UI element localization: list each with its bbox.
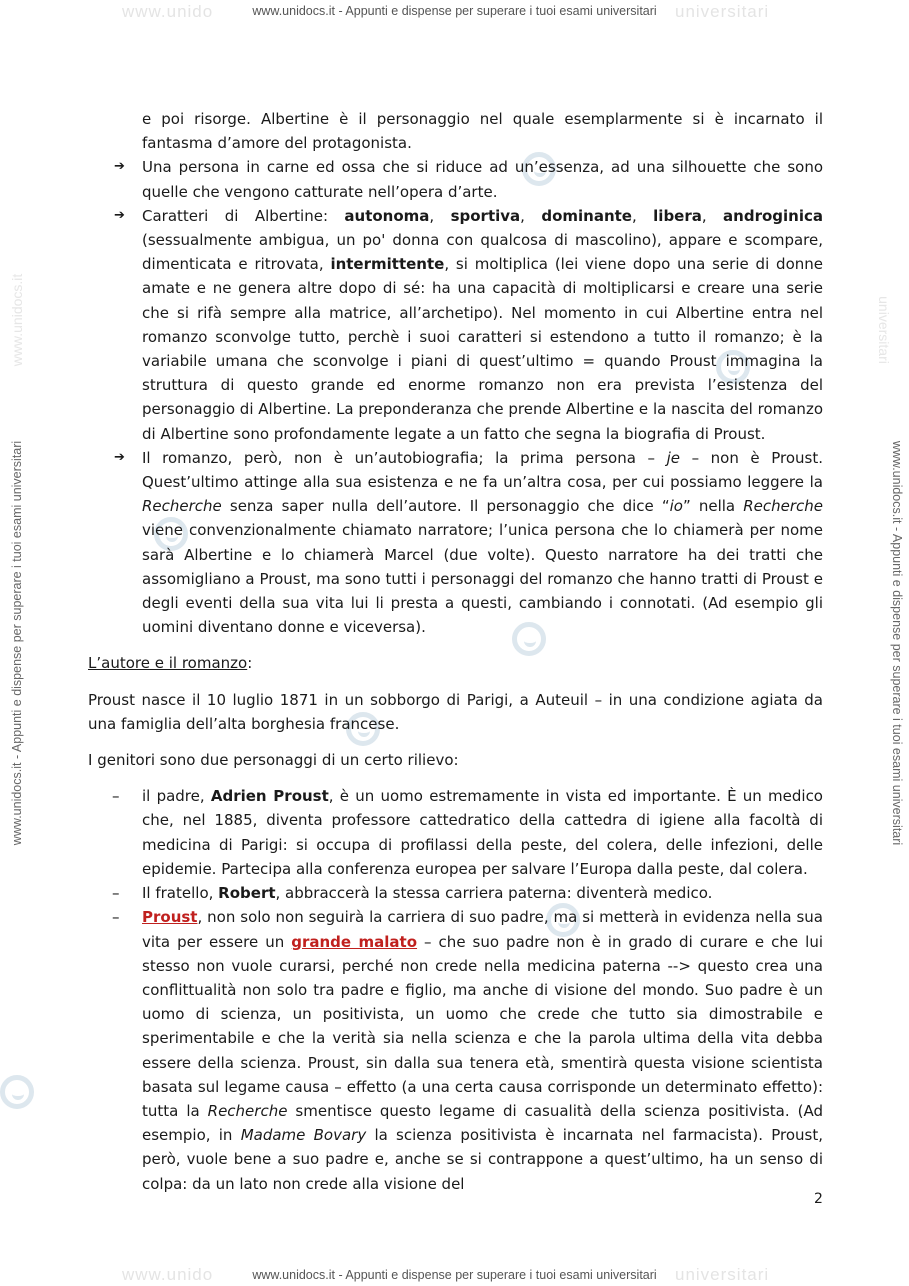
dash-item: – il padre, Adrien Proust, è un uomo estremamente in vista ed importante. È un medico che, nel 1885, diventa professore cattedratico della cattedra di igiene alla facoltà di medicina di Parigi: si occupa di profilassi della peste, del colera, delle infezioni, delle epidemie. Partecipa alla conferenza europea per salvare l’Europa dalla peste, dal colera. [88, 784, 823, 881]
paragraph: Proust nasce il 10 luglio 1871 in un sobborgo di Parigi, a Auteuil – in una condizione agiata da una famiglia dell’alta borghesia francese. [88, 690, 823, 733]
watermark-top: www.unidocs.it - Appunti e dispense per superare i tuoi esami universitari [252, 4, 657, 18]
paragraph: I genitori sono due personaggi di un certo rilievo: [88, 751, 459, 770]
watermark-ghost-top-right: universitari [675, 2, 770, 21]
dash-bullet-icon: – [112, 787, 120, 806]
highlight-proust: Proust [142, 908, 198, 927]
watermark-ghost-left-side: www.unidocs.it [9, 273, 25, 367]
dash-item: – Proust, non solo non seguirà la carriera di suo padre, ma si metterà in evidenza nella sua vita per essere un grande malato – che suo padre non è in grado di curare e che lui stesso non vuole curarsi, perché non crede nella medicina paterna --> questo crea una conflittualità non solo tra padre e figlio, ma anche di visione del mondo. Suo padre è un uomo di scienza, un positivista, un uomo che crede che tutto sia dimostrabile e sperimentabile e che la verità sia nella scienza e che la parola ultima della vita debba essere della scienza. Proust, sin dalla sua tenera età, smentirà questa visione scientista basata sul legame causa – effetto (a una certa causa corrisponde un determinato effetto): tutta la Recherche smentisce questo legame di casualità della scienza positivista. (Ad esempio, in Madame Bovary la scienza positivista è incarnata nel farmacista). Proust, però, vuole bene a suo padre e, anche se si contrappone a quest’ultimo, ha un senso di colpa: da un lato non crede alla visione del [88, 905, 823, 1195]
highlight-grande-malato: grande malato [291, 932, 418, 951]
arrow-bullet-icon: ➔ [114, 159, 125, 175]
dash-bullet-icon: – [112, 884, 120, 903]
bullet-item: ➔ Il romanzo, però, non è un’autobiografia; la prima persona – je – non è Proust. Quest’ultimo attinge alla sua esistenza e ne fa un’altra cosa, per cui possiamo leggere la Recherche senza saper nulla dell’autore. Il personaggio che dice “io” nella Recherche viene convenzionalmente chiamato narratore; l’unica persona che lo chiamerà per nome sarà Albertine e lo chiamerà Marcel (due volte). Questo narratore ha dei tratti che assomigliano a Proust, ma sono tutti i personaggi del romanzo che hanno tratti di Proust e degli eventi della sua vita lui li presta a questi, cambiando i connotati. (Ad esempio gli uomini diventano donne e viceversa). [88, 446, 823, 640]
bullet-item: ➔ Una persona in carne ed ossa che si riduce ad un’essenza, ad una silhouette che sono quelle che vengono catturate nell’opera d’arte. [88, 155, 823, 203]
watermark-left-side: www.unidocs.it - Appunti e dispense per superare i tuoi esami universitari [10, 440, 24, 846]
watermark-bottom: www.unidocs.it - Appunti e dispense per superare i tuoi esami universitari [252, 1268, 657, 1282]
watermark-right-side: www.unidocs.it - Appunti e dispense per superare i tuoi esami universitari [890, 440, 904, 846]
watermark-ghost-bottom-left: www.unido [122, 1265, 214, 1284]
bullet-item: ➔ Caratteri di Albertine: autonoma, sportiva, dominante, libera, androginica (sessualmente ambigua, un po' donna con qualcosa di mascolino), appare e scompare, dimenticata e ritrovata, intermittente, si moltiplica (lei viene dopo una serie di donne amate e ne genera altre dopo di sé: ha una capacità di moltiplicarsi e creare una serie che si rifà sempre alla matrice, all’archetipo). Nel momento in cui Albertine entra nel romanzo sconvolge tutto, perchè i suoi caratteri si estendono a tutto il romanzo; è la variabile umana che sconvolge i piani di quest’ultimo = quando Proust immagina la struttura di questo grande ed enorme romanzo non era prevista l’esistenza del personaggio di Albertine. La preponderanza che prende Albertine e la nascita del romanzo di Albertine sono profondamente legate a un fatto che segna la biografia di Proust. [88, 204, 823, 446]
unidocs-logo-icon [0, 1075, 34, 1109]
dash-bullet-icon: – [112, 908, 120, 927]
arrow-bullet-icon: ➔ [114, 207, 125, 223]
page-number: 2 [814, 1191, 823, 1207]
dash-item: – Il fratello, Robert, abbraccerà la stessa carriera paterna: diventerà medico. [88, 881, 823, 905]
arrow-bullet-icon: ➔ [114, 449, 125, 465]
watermark-ghost-bottom-right: universitari [675, 1265, 770, 1284]
watermark-ghost-top-left: www.unido [122, 2, 214, 21]
watermark-ghost-right-side: universitari [876, 296, 892, 364]
continued-paragraph: e poi risorge. Albertine è il personaggio nel quale esemplarmente si è incarnato il fantasma d’amore del protagonista. [142, 110, 823, 153]
document-body [88, 107, 823, 1196]
section-heading: L’autore e il romanzo: [88, 654, 253, 673]
